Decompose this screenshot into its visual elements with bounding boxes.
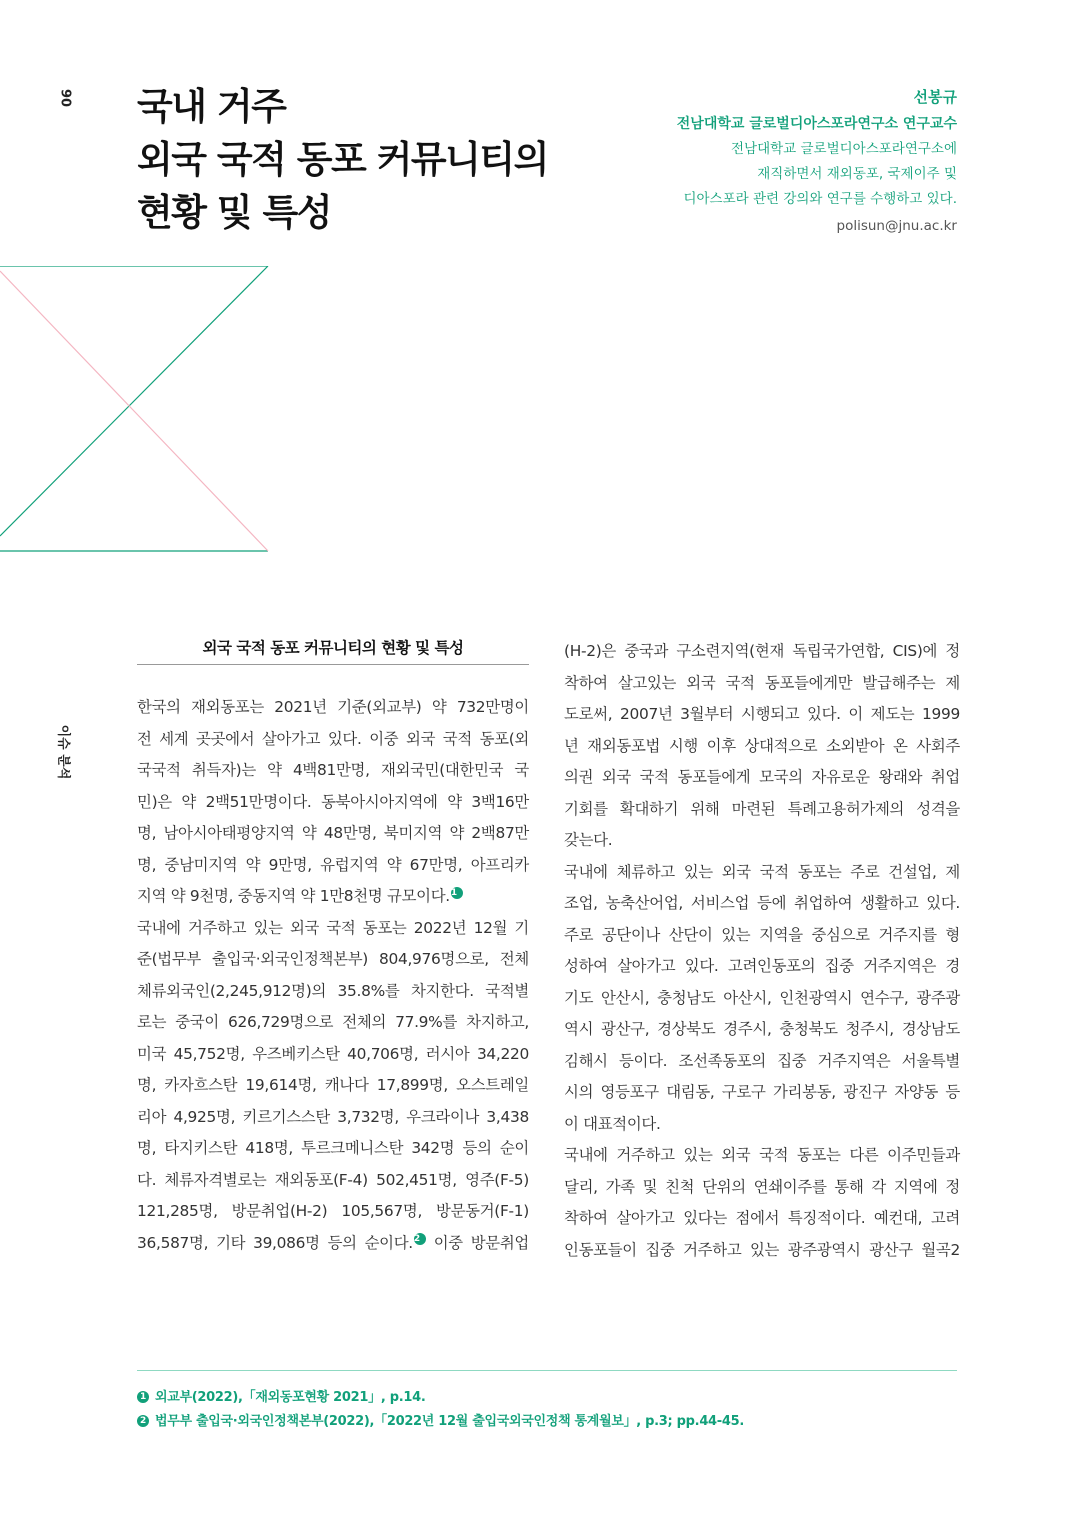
footnote-item xyxy=(137,1410,744,1434)
title-line: 국내 거주 xyxy=(137,85,286,128)
text-line: 준(법무부 출입국·외국인정책본부) 804,976명으로, 전체 xyxy=(137,950,529,968)
paragraph xyxy=(137,692,529,913)
left-column xyxy=(137,636,529,1259)
decorative-cross-graphic xyxy=(0,266,272,556)
text-line: 36,587명, 기타 39,086명 등의 순이다.2 이중 방문취업 xyxy=(137,1233,529,1252)
section-heading: 외국 국적 동포 커뮤니티의 현황 및 특성 xyxy=(137,636,529,665)
text-line: 성하여 살아가고 있다. 고려인동포의 집중 거주지역은 경 xyxy=(564,957,960,975)
text-line: 도로써, 2007년 3월부터 시행되고 있다. 이 제도는 1999 xyxy=(564,705,960,723)
author-bio-line: 전남대학교 글로벌디아스포라연구소에 xyxy=(731,141,957,157)
text-line: 국국적 취득자)는 약 4백81만명, 재외국민(대한민국 국 xyxy=(137,761,529,779)
footnote-marker[interactable]: 1 xyxy=(451,887,463,899)
text-line: 의권 외국 국적 동포들에게 모국의 자유로운 왕래와 취업 xyxy=(564,768,960,786)
footnote-marker[interactable]: 2 xyxy=(414,1233,426,1245)
text-line: 국내에 거주하고 있는 외국 국적 동포는 다른 이주민들과 xyxy=(564,1146,960,1164)
right-column xyxy=(564,636,960,1266)
title-line: 외국 국적 동포 커뮤니티의 xyxy=(137,138,548,181)
text-line: 국내에 체류하고 있는 외국 국적 동포는 주로 건설업, 제 xyxy=(564,862,960,881)
text-line: 착하여 살아가고 있다는 점에서 특징적이다. 예컨대, 고려 xyxy=(564,1209,960,1227)
footnotes xyxy=(137,1386,744,1434)
text-line: 지역 약 9천명, 중동지역 약 1만8천명 규모이다.1 xyxy=(137,881,529,913)
text-line: 인동포들이 집중 거주하고 있는 광주광역시 광산구 월곡2 xyxy=(564,1240,960,1259)
text-line: 시의 영등포구 대림동, 구로구 가리봉동, 광진구 자양동 등 xyxy=(564,1083,960,1101)
text-line: 김해시 등이다. 조선족동포의 집중 거주지역은 서울특별 xyxy=(564,1051,960,1070)
author-name: 선봉규 xyxy=(913,88,957,106)
text-line: (H-2)은 중국과 구소련지역(현재 독립국가연합, CIS)에 정 xyxy=(564,642,960,660)
footnote-marker: 1 xyxy=(137,1391,149,1403)
text-line: 갖는다. xyxy=(564,831,613,849)
text-line: 다. 체류자격별로는 재외동포(F-4) 502,451명, 영주(F-5) xyxy=(137,1170,529,1189)
author-bio-line: 디아스포라 관련 강의와 연구를 수행하고 있다. xyxy=(683,191,957,207)
text-line: 착하여 살고있는 외국 국적 동포들에게만 발급해주는 제 xyxy=(564,673,960,692)
text-line: 년 재외동포법 시행 이후 상대적으로 소외받아 온 사회주 xyxy=(564,736,960,755)
paragraph xyxy=(137,913,529,1260)
footnote-item xyxy=(137,1386,744,1410)
text-line: 명, 중남미지역 약 9만명, 유럽지역 약 67만명, 아프리카 xyxy=(137,855,529,874)
text-line: 명, 타지키스탄 418명, 투르크메니스탄 342명 등의 순이 xyxy=(137,1139,529,1157)
text-line: 기회를 확대하기 위해 마련된 특례고용허가제의 성격을 xyxy=(564,799,960,818)
section-side-label: 이슈 분석 xyxy=(55,724,71,780)
title-line: 현황 및 특성 xyxy=(137,191,331,234)
text-line: 역시 광산구, 경상북도 경주시, 충청북도 청주시, 경상남도 xyxy=(564,1020,960,1038)
author-affiliation: 전남대학교 글로벌디아스포라연구소 연구교수 xyxy=(676,116,957,132)
text-line: 리아 4,925명, 키르기스스탄 3,732명, 우크라이나 3,438 xyxy=(137,1107,529,1126)
footnote-divider xyxy=(137,1370,957,1371)
text-line: 기도 안산시, 충청남도 아산시, 인천광역시 연수구, 광주광 xyxy=(564,988,960,1007)
text-line: 121,285명, 방문취업(H-2) 105,567명, 방문동거(F-1) xyxy=(137,1202,529,1220)
text-line: 달리, 가족 및 친척 단위의 연쇄이주를 통해 각 지역에 정 xyxy=(564,1177,960,1196)
footnote-text: 외교부(2022),「재외동포현황 2021」, p.14. xyxy=(155,1390,426,1405)
text-line: 주로 공단이나 산단이 있는 지역을 중심으로 거주지를 형 xyxy=(564,925,960,944)
footnote-text: 법무부 출입국·외국인정책본부(2022),「2022년 12월 출입국외국인정책 통계월보」, p.3; pp.44-45. xyxy=(155,1414,745,1429)
paragraph xyxy=(564,1140,960,1266)
text-line: 민)은 약 2백51만명이다. 동북아시아지역에 약 3백16만 xyxy=(137,792,529,811)
text-line: 조업, 농축산어업, 서비스업 등에 취업하여 생활하고 있다. xyxy=(564,894,960,912)
text-line: 로는 중국이 626,729명으로 전체의 77.9%를 차지하고, xyxy=(137,1013,529,1031)
author-bio xyxy=(677,137,957,212)
author-email: polisun@jnu.ac.kr xyxy=(836,218,957,234)
footnote-marker: 2 xyxy=(137,1415,149,1427)
article-title xyxy=(137,80,548,239)
text-line: 체류외국인(2,245,912명)의 35.8%를 차지한다. 국적별 xyxy=(137,981,529,1000)
text-line: 한국의 재외동포는 2021년 기준(외교부) 약 732만명이 xyxy=(137,698,529,716)
paragraph xyxy=(564,636,960,857)
text-line: 명, 남아시아태평양지역 약 48만명, 북미지역 약 2백87만 xyxy=(137,824,529,842)
page-number: 90 xyxy=(57,88,73,108)
text-line: 전 세계 곳곳에서 살아가고 있다. 이중 외국 국적 동포(외 xyxy=(137,729,529,748)
text-line: 이 대표적이다. xyxy=(564,1114,661,1133)
text-line: 명, 카자흐스탄 19,614명, 캐나다 17,899명, 오스트레일 xyxy=(137,1076,529,1094)
author-block xyxy=(677,86,957,240)
text-line: 미국 45,752명, 우즈베키스탄 40,706명, 러시아 34,220 xyxy=(137,1044,529,1063)
paragraph xyxy=(564,857,960,1141)
text-line: 국내에 거주하고 있는 외국 국적 동포는 2022년 12월 기 xyxy=(137,918,529,937)
author-bio-line: 재직하면서 재외동포, 국제이주 및 xyxy=(757,166,957,182)
